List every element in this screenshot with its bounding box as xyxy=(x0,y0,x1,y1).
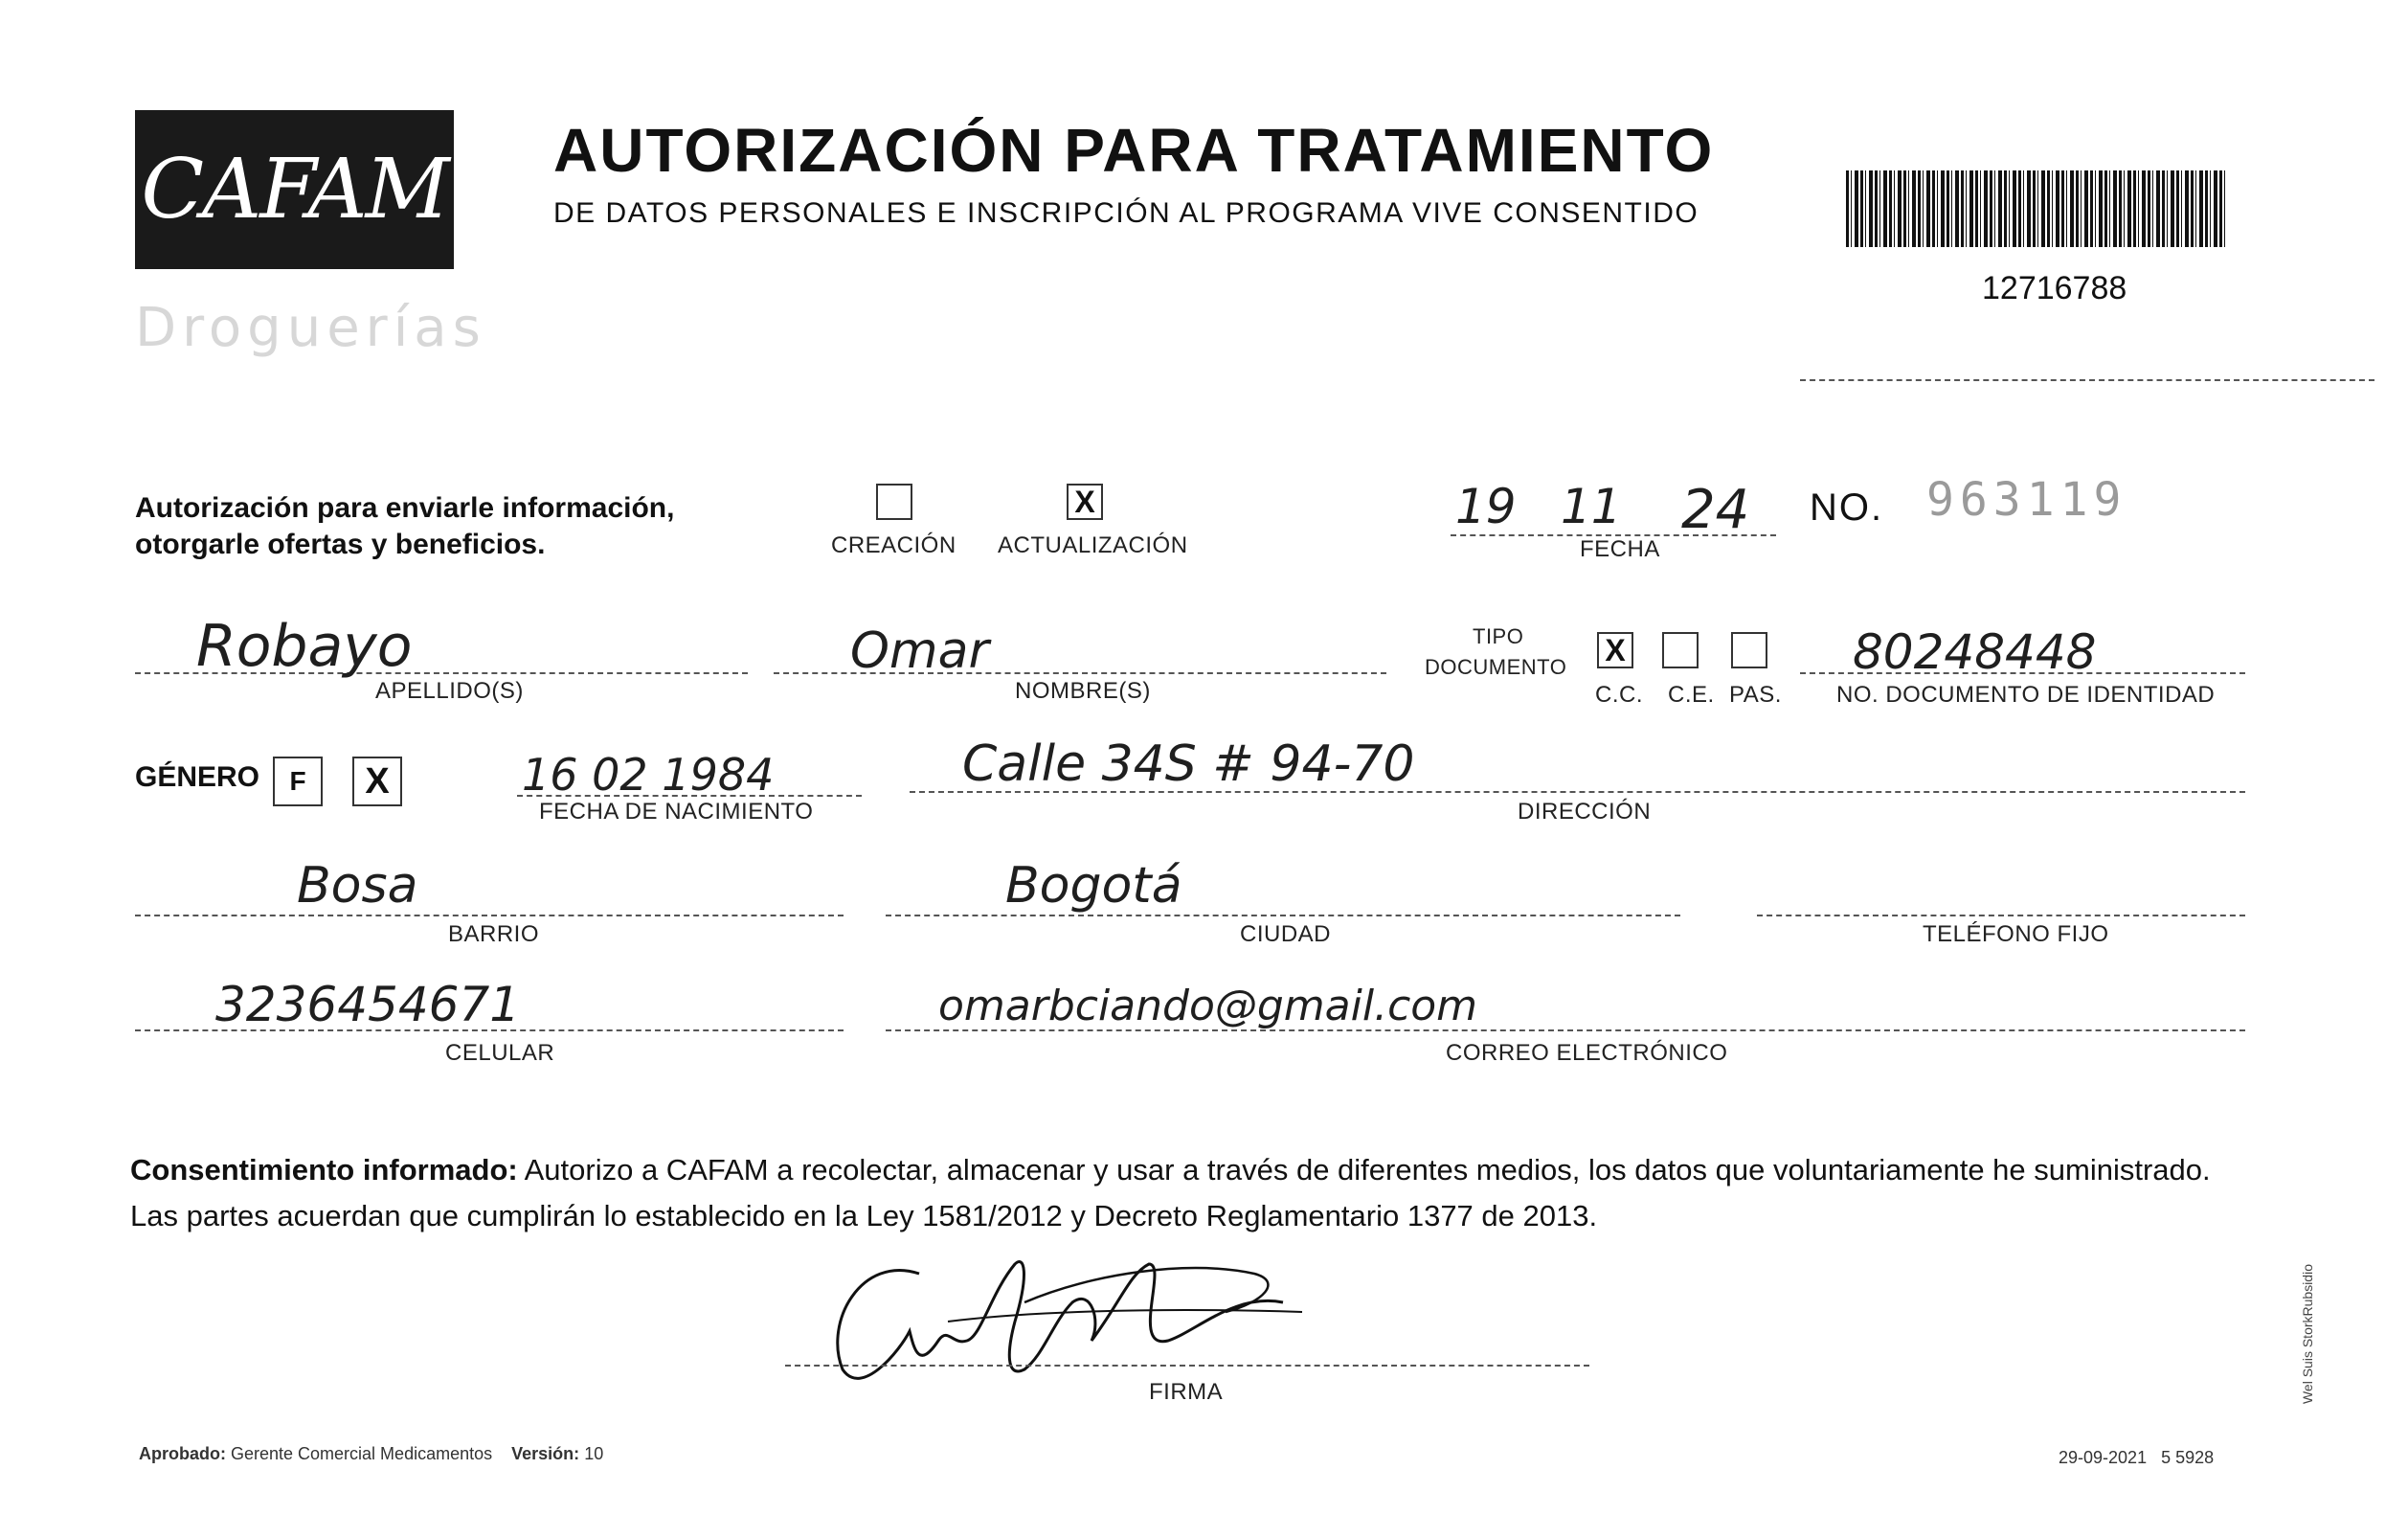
barrio-label: BARRIO xyxy=(448,921,540,947)
firma-line xyxy=(785,1365,1589,1367)
cafam-logo: CAFAM xyxy=(141,142,448,237)
barcode xyxy=(1846,170,2227,247)
nombres-value: Omar xyxy=(850,622,989,680)
fecha-month: 11 xyxy=(1561,479,1622,534)
correo-label: CORREO ELECTRÓNICO xyxy=(1446,1040,1728,1066)
documento-value: 80248448 xyxy=(1853,624,2097,680)
fecha-day: 19 xyxy=(1455,479,1517,534)
barcode-number: 12716788 xyxy=(1982,270,2127,306)
direccion-label: DIRECCIÓN xyxy=(1518,799,1652,825)
telefono-line xyxy=(1757,915,2245,916)
creacion-label: CREACIÓN xyxy=(831,532,956,558)
genero-label: GÉNERO xyxy=(135,761,260,793)
documento-label: DOCUMENTO xyxy=(1425,655,1567,679)
creacion-checkbox[interactable] xyxy=(876,484,912,520)
numero-label: NO. xyxy=(1810,486,1884,529)
footer-form-code: 5 5928 xyxy=(2161,1448,2215,1467)
genero-f-checkbox[interactable]: F xyxy=(273,757,323,806)
consent-text: Autorizo a CAFAM a recolectar, almacenar y usar a través de diferentes medios, los datos que voluntariamente he suministrado. Las partes acuerdan que cumplirán lo establecido en la Ley 1581/2012 y Decreto Reglamentario 1377 de 2013. xyxy=(130,1153,2211,1232)
consent-bold: Consentimiento informado: xyxy=(130,1153,518,1187)
footer-code xyxy=(2059,1448,2214,1468)
ciudad-label: CIUDAD xyxy=(1240,921,1332,947)
fecha-nacimiento-label: FECHA DE NACIMIENTO xyxy=(539,799,814,825)
barrio-line xyxy=(135,915,844,916)
cc-checkbox[interactable]: X xyxy=(1597,632,1633,668)
documento-number-label: NO. DOCUMENTO DE IDENTIDAD xyxy=(1836,682,2216,708)
numero-value: 963119 xyxy=(1926,473,2127,527)
version-label: Versión: xyxy=(511,1444,580,1463)
firma-label: FIRMA xyxy=(1149,1379,1224,1405)
correo-value: omarbciando@gmail.com xyxy=(938,982,1478,1030)
document-subtitle: DE DATOS PERSONALES E INSCRIPCIÓN AL PROGRAMA VIVE CONSENTIDO xyxy=(553,197,1699,229)
ciudad-value: Bogotá xyxy=(1005,857,1182,915)
pas-checkbox[interactable] xyxy=(1731,632,1767,668)
footer-approval xyxy=(139,1444,603,1464)
apellidos-value: Robayo xyxy=(196,613,413,680)
fecha-nacimiento-value: 16 02 1984 xyxy=(522,749,775,801)
intro-line-1: Autorización para enviarle información, xyxy=(135,492,675,524)
barrio-value: Bosa xyxy=(297,857,418,915)
ce-label: C.E. xyxy=(1668,682,1715,708)
drogueria-logo-text: Droguerías xyxy=(135,297,486,359)
actualizacion-label: ACTUALIZACIÓN xyxy=(998,532,1188,558)
intro-line-2: otorgarle ofertas y beneficios. xyxy=(135,529,546,560)
genero-m-checkbox[interactable]: X xyxy=(352,757,402,806)
ciudad-line xyxy=(886,915,1680,916)
direccion-value: Calle 34S # 94-70 xyxy=(962,735,1415,793)
signature xyxy=(785,1235,1321,1408)
consent-paragraph xyxy=(130,1147,2256,1239)
telefono-label: TELÉFONO FIJO xyxy=(1923,921,2109,947)
pas-label: PAS. xyxy=(1729,682,1782,708)
version-value: 10 xyxy=(584,1444,604,1463)
celular-value: 3236454671 xyxy=(215,977,521,1032)
fecha-label: FECHA xyxy=(1580,536,1660,562)
apellidos-label: APELLIDO(S) xyxy=(375,678,524,704)
footer-date: 29-09-2021 xyxy=(2059,1448,2148,1467)
aprobado-value: Gerente Comercial Medicamentos xyxy=(231,1444,493,1463)
cc-label: C.C. xyxy=(1595,682,1643,708)
vertical-side-text: Wel Suis StorkRubsidio xyxy=(2300,1264,2315,1405)
fecha-year: 24 xyxy=(1681,479,1750,541)
authorization-intro xyxy=(135,490,674,563)
nombres-label: NOMBRE(S) xyxy=(1015,678,1151,704)
aprobado-label: Aprobado: xyxy=(139,1444,226,1463)
document-title: AUTORIZACIÓN PARA TRATAMIENTO xyxy=(553,116,1715,185)
actualizacion-checkbox[interactable]: X xyxy=(1067,484,1103,520)
ce-checkbox[interactable] xyxy=(1662,632,1699,668)
fecha-nacimiento-line xyxy=(517,795,862,797)
header-divider xyxy=(1800,379,2374,381)
celular-label: CELULAR xyxy=(445,1040,555,1066)
tipo-label: TIPO xyxy=(1473,624,1524,648)
